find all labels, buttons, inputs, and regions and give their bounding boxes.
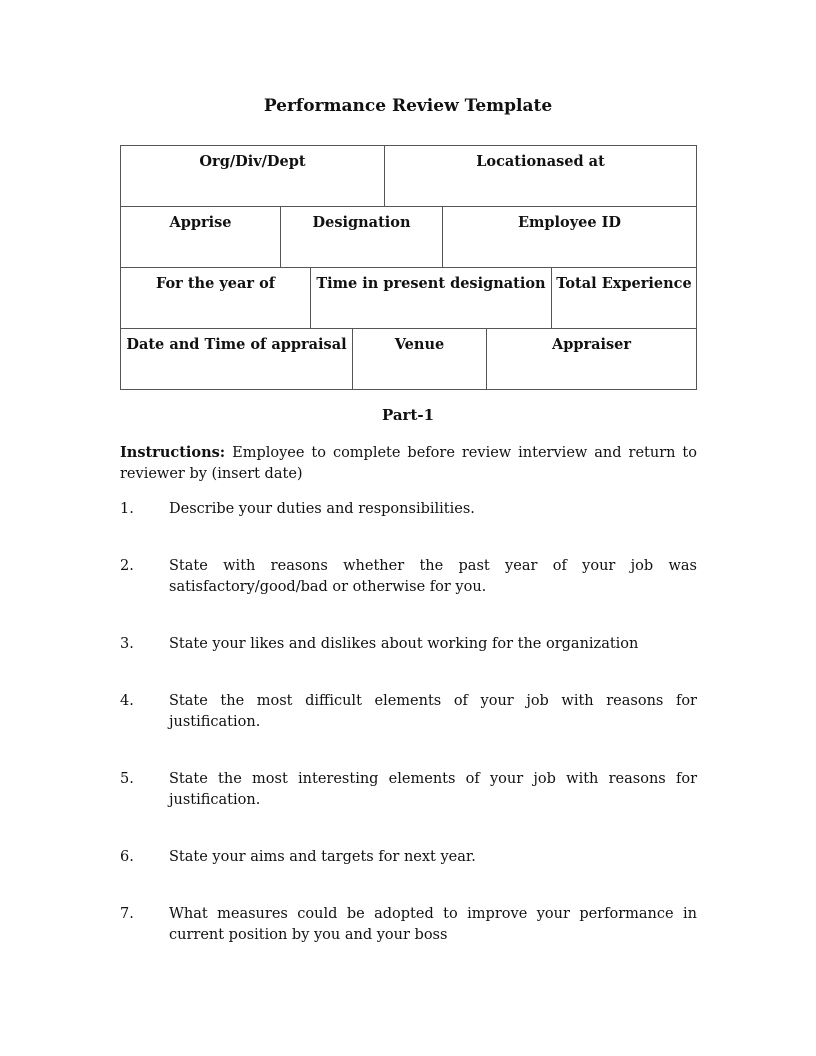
part-heading: Part-1 [381,406,435,424]
table-cell-employee-id[interactable]: Employee ID [442,206,697,268]
question-text: State the most difficult elements of your job with reasons for justification. [169,693,697,730]
table-row [120,267,697,329]
table-cell-time-in-designation[interactable]: Time in present designation [310,267,552,329]
table-cell-year[interactable]: For the year of [120,267,311,329]
instructions-label: Instructions: [120,444,226,461]
table-row [120,145,697,207]
question-text: State the most interesting elements of your job with reasons for justification. [169,771,697,808]
table-cell-designation[interactable]: Designation [280,206,443,268]
table-row [120,328,697,390]
question-text: State with reasons whether the past year of your job was satisfactory/good/bad or otherwise for you. [169,558,697,595]
table-cell-date-time-appraisal[interactable]: Date and Time of appraisal [120,328,353,390]
question-text: State your aims and targets for next year. [169,849,476,865]
table-cell-apprise[interactable]: Apprise [120,206,281,268]
list-item [120,769,697,811]
table-row [120,206,697,268]
document-title: Performance Review Template [263,96,553,116]
question-number: 4. [120,693,134,709]
list-item [120,634,697,655]
list-item [120,904,697,946]
question-number: 1. [120,501,134,517]
table-cell-appraiser[interactable]: Appraiser [486,328,697,390]
question-number: 6. [120,849,134,865]
list-item [120,499,697,520]
question-number: 2. [120,558,134,574]
table-cell-org-div-dept[interactable]: Org/Div/Dept [120,145,385,207]
question-number: 7. [120,906,134,922]
list-item [120,847,697,868]
table-cell-venue[interactable]: Venue [352,328,487,390]
instructions [120,442,697,485]
question-text: What measures could be adopted to improve your performance in current position by you and your boss [169,906,697,943]
table-cell-location[interactable]: Locationased at [384,145,697,207]
table-cell-total-experience[interactable]: Total Experience [551,267,697,329]
instructions-text: Employee to complete before review interview and return to reviewer by (insert date) [120,445,697,482]
list-item [120,556,697,598]
list-item [120,691,697,733]
question-number: 3. [120,636,134,652]
question-text: Describe your duties and responsibilities. [169,501,475,517]
question-text: State your likes and dislikes about working for the organization [169,636,639,652]
question-number: 5. [120,771,134,787]
